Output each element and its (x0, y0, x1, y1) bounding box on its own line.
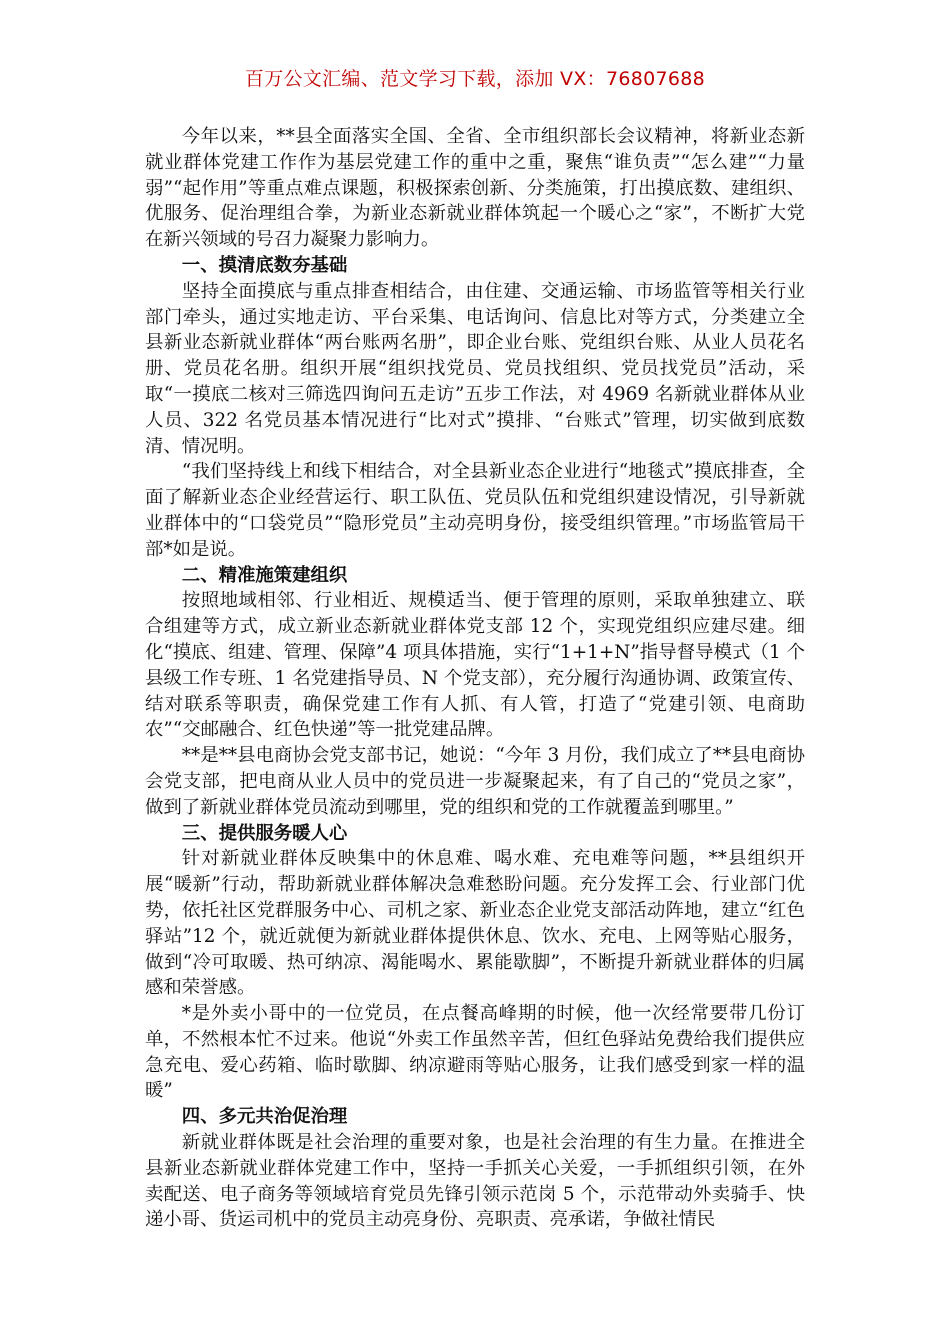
section-4-paragraph: 新就业群体既是社会治理的重要对象，也是社会治理的有生力量。在推进全县新业态新就业群体党建工作中，坚持一手抓关心关爱，一手抓组织引领，在外卖配送、电子商务等领域培育党员先锋引领示范岗 5 个，示范带动外卖骑手、快递小哥、货运司机中的党员主动亮身份、亮职责、亮承诺，争做社情民 (145, 1132, 805, 1231)
section-2-quote: **是**县电商协会党支部书记，她说：“今年 3 月份，我们成立了**县电商协会党支部，把电商从业人员中的党员进一步凝聚起来，有了自己的“党员之家”，做到了新就业群体党员流动到哪里，党的组织和党的工作就覆盖到哪里。” (145, 745, 805, 818)
section-2-paragraph: 按照地域相邻、行业相近、规模适当、便于管理的原则，采取单独建立、联合组建等方式，成立新业态新就业群体党支部 12 个，实现党组织应建尽建。细化“摸底、组建、管理、保障”4 项具体措施，实行“1+1+N”指导督导模式（1 个县级工作专班、1 名党建指导员、N 个党支部），充分履行沟通协调、政策宣传、结对联系等职责，确保党建工作有人抓、有人管，打造了“党建引领、电商助农”“交邮融合、红色快递”等一批党建品牌。 (145, 590, 805, 741)
download-banner: 百万公文汇编、范文学习下载，添加 VX：76807688 (244, 68, 706, 90)
section-heading-4: 四、多元共治促治理 (181, 1106, 348, 1128)
article-body (145, 124, 805, 1233)
section-3-paragraph: 针对新就业群体反映集中的休息难、喝水难、充电难等问题，**县组织开展“暖新”行动，帮助新就业群体解决急难愁盼问题。充分发挥工会、行业部门优势，依托社区党群服务中心、司机之家、新业态企业党支部活动阵地，建立“红色驿站”12 个，就近就便为新就业群体提供休息、饮水、充电、上网等贴心服务，做到“冷可取暖、热可纳凉、渴能喝水、累能歇脚”，不断提升新就业群体的归属感和荣誉感。 (145, 848, 805, 999)
section-1-quote: “我们坚持线上和线下相结合，对全县新业态企业进行“地毯式”摸底排查，全面了解新业态企业经营运行、职工队伍、党员队伍和党组织建设情况，引导新就业群体中的“口袋党员”“隐形党员”主动亮明身份，接受组织管理。”市场监管局干部*如是说。 (145, 461, 805, 560)
section-3-quote: *是外卖小哥中的一位党员，在点餐高峰期的时候，他一次经常要带几份订单，不然根本忙不过来。他说“外卖工作虽然辛苦，但红色驿站免费给我们提供应急充电、爱心药箱、临时歇脚、纳凉避雨等贴心服务，让我们感受到家一样的温暖” (145, 1003, 805, 1102)
section-1-paragraph: 坚持全面摸底与重点排查相结合，由住建、交通运输、市场监管等相关行业部门牵头，通过实地走访、平台采集、电话询问、信息比对等方式，分类建立全县新业态新就业群体“两台账两名册”，即企业台账、党组织台账、从业人员花名册、党员花名册。组织开展“组织找党员、党员找组织、党员找党员”活动，采取“一摸底二核对三筛选四询问五走访”五步工作法，对 4969 名新就业群体从业人员、322 名党员基本情况进行“比对式”摸排、“台账式”管理，切实做到底数清、情况明。 (145, 280, 805, 457)
section-heading-1: 一、摸清底数夯基础 (181, 254, 348, 276)
section-heading-2: 二、精准施策建组织 (181, 564, 348, 586)
section-heading-3: 三、提供服务暖人心 (181, 822, 348, 844)
intro-paragraph: 今年以来，**县全面落实全国、全省、全市组织部长会议精神，将新业态新就业群体党建工作作为基层党建工作的重中之重，聚焦“谁负责”“怎么建”“力量弱”“起作用”等重点难点课题，积极探索创新、分类施策，打出摸底数、建组织、优服务、促治理组合拳，为新业态新就业群体筑起一个暖心之“家”，不断扩大党在新兴领域的号召力凝聚力影响力。 (145, 126, 805, 251)
